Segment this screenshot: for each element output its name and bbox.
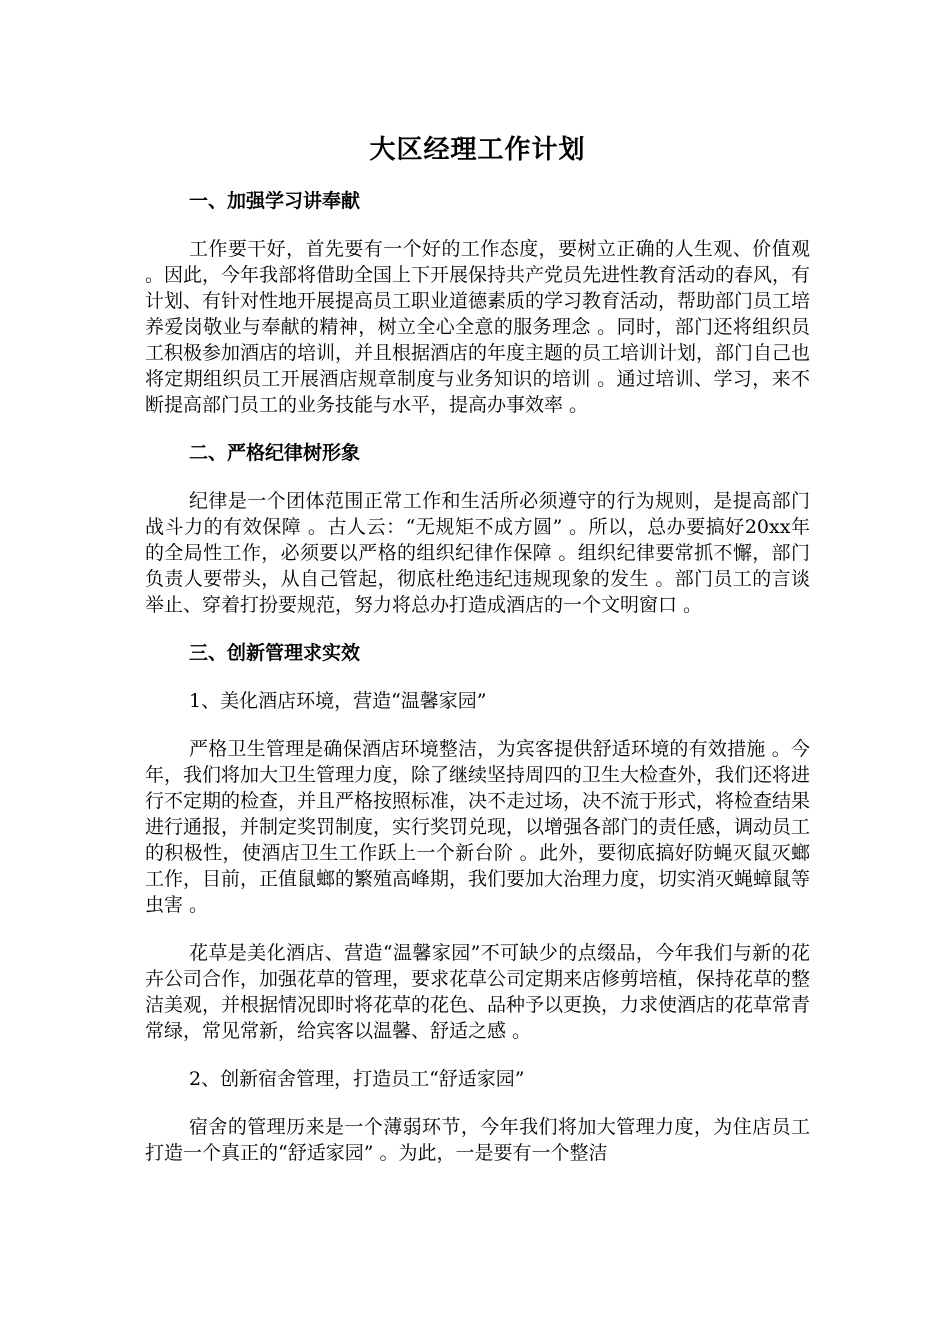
subsection-heading-2: 2、创新宿舍管理，打造员工“舒适家园” (189, 1068, 525, 1090)
section-heading-1: 一、加强学习讲奉献 (189, 190, 361, 212)
subsection-1-paragraph-1: 严格卫生管理是确保酒店环境整洁，为宾客提供舒适环境的有效措施 。今年，我们将加大卫生管理力度，除了继续坚持周四的卫生大检查外，我们还将进行不定期的检查，并且严格按照标准，决不走过场，决不流于形式，将检查结果进行通报，并制定奖罚制度，实行奖罚兑现，以增强各部门的责任感，调动员工的积极性，使酒店卫生工作跃上一个新台阶 。此外，要彻底搞好防蝇灭鼠灭螂工作，目前，正值鼠螂的繁殖高峰期，我们要加大治理力度，切实消灭蝇蟑鼠等虫害 。 (145, 738, 811, 916)
section-2-paragraph: 纪律是一个团体范围正常工作和生活所必须遵守的行为规则，是提高部门战斗力的有效保障 。古人云：“无规矩不成方圆” 。所以，总办要搞好20xx年的全局性工作，必须要以严格的组织纪律作保障 。组织纪律要常抓不懈，部门负责人要带头，从自己管起，彻底杜绝违纪违规现象的发生 。部门员工的言谈举止、穿着打扮要规范，努力将总办打造成酒店的一个文明窗口 。 (145, 490, 810, 616)
subsection-1-paragraph-2: 花草是美化酒店、营造“温馨家园”不可缺少的点缀品，今年我们与新的花卉公司合作，加强花草的管理，要求花草公司定期来店修剪培植，保持花草的整洁美观，并根据情况即时将花草的花色、品种予以更换，力求使酒店的花草常青常绿，常见常新，给宾客以温馨、舒适之感 。 (145, 942, 811, 1042)
subsection-heading-1: 1、美化酒店环境，营造“温馨家园” (189, 690, 487, 712)
subsection-2-paragraph-1: 宿舍的管理历来是一个薄弱环节，今年我们将加大管理力度，为住店员工打造一个真正的“舒适家园” 。为此，一是要有一个整洁 (145, 1116, 810, 1164)
section-1-paragraph: 工作要干好，首先要有一个好的工作态度，要树立正确的人生观、价值观 。因此，今年我部将借助全国上下开展保持共产党员先进性教育活动的春风，有计划、有针对性地开展提高员工职业道德素质的学习教育活动，帮助部门员工培养爱岗敬业与奉献的精神，树立全心全意的服务理念 。同时，部门还将组织员工积极参加酒店的培训，并且根据酒店的年度主题的员工培训计划，部门自己也将定期组织员工开展酒店规章制度与业务知识的培训 。通过培训、学习，来不断提高部门员工的业务技能与水平，提高办事效率 。 (145, 238, 811, 416)
document-title: 大区经理工作计划 (369, 135, 586, 165)
section-heading-2: 二、严格纪律树形象 (189, 442, 361, 464)
section-heading-3: 三、创新管理求实效 (189, 642, 361, 664)
document-page (145, 128, 810, 1188)
